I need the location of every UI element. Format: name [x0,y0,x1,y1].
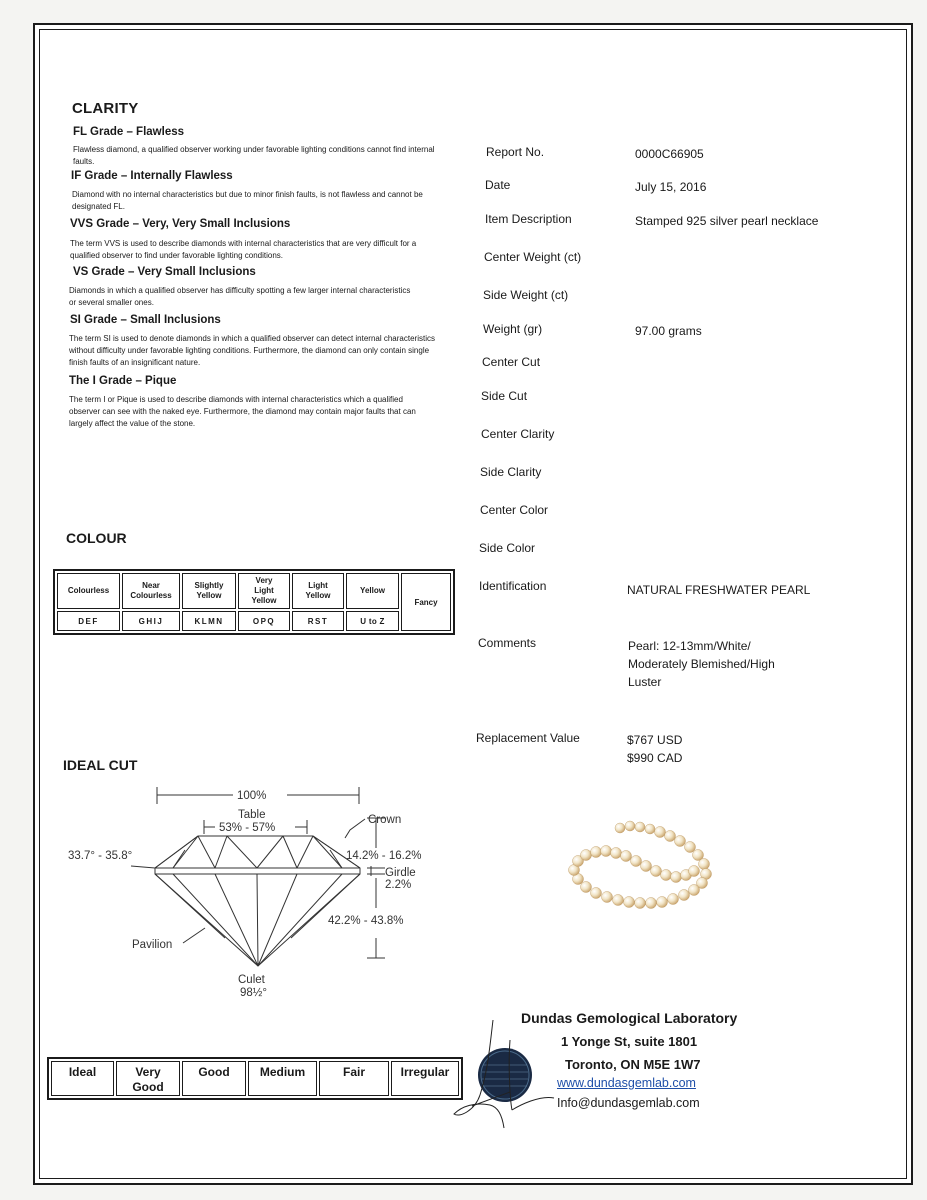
colour-grade-label: Slightly Yellow [182,573,236,609]
report-value-item-description: Stamped 925 silver pearl necklace [635,214,819,228]
cut-grade-table [47,1057,463,1100]
diagram-table-label: Table [238,809,266,821]
diagram-table-range: 53% - 57% [219,822,276,834]
clarity-heading: CLARITY [72,100,139,117]
lab-address-line1: 1 Yonge St, suite 1801 [561,1034,698,1049]
lab-seal-signature [450,1010,560,1135]
report-label-replacement-value: Replacement Value [476,731,580,745]
diagram-pavilion-label: Pavilion [132,939,173,951]
colour-grade-code: KLMN [182,611,236,631]
clarity-grade-title: FL Grade – Flawless [73,126,185,138]
colour-grade-code: RST [292,611,344,631]
report-label-side-cut: Side Cut [481,389,528,403]
diamond-cut-diagram [55,778,435,1003]
report-label-side-weight: Side Weight (ct) [483,288,569,302]
report-value-identification: NATURAL FRESHWATER PEARL [627,583,811,597]
ideal-cut-heading: IDEAL CUT [63,757,138,773]
diagram-girdle-label: Girdle [385,867,416,879]
clarity-grade-desc: The term I or Pique is used to describe diamonds with internal characteristics which a qualified observer can see with the naked eye. Furthermore, the diamond may contain major faults that can largely affect the value of the stone. [69,395,416,428]
diagram-100pct-label: 100% [237,790,267,802]
clarity-grade-desc: The term VVS is used to describe diamonds with internal characteristics that are very difficult for a qualified observer to find under favorable lighting conditions. [70,239,417,260]
cut-grade-cell: Irregular [391,1061,459,1096]
colour-grade-code: GHIJ [122,611,180,631]
lab-address-line2: Toronto, ON M5E 1W7 [565,1057,701,1072]
clarity-grade-desc: Flawless diamond, a qualified observer working under favorable lighting conditions cannot find internal faults. [73,145,435,166]
report-label-center-clarity: Center Clarity [481,427,555,441]
report-label-center-weight: Center Weight (ct) [484,250,582,264]
report-label-item-description: Item Description [485,212,572,226]
report-value-date: July 15, 2016 [635,180,707,194]
colour-grade-code: DEF [57,611,120,631]
clarity-grade-desc: Diamond with no internal characteristics but due to minor finish faults, is not flawless and cannot be designated FL. [72,190,423,211]
cut-grade-cell: Ideal [51,1061,114,1096]
report-label-report-no: Report No. [486,145,545,159]
clarity-grade-title: IF Grade – Internally Flawless [71,170,233,182]
colour-grade-label: Yellow [346,573,399,609]
report-label-side-clarity: Side Clarity [480,465,542,479]
report-label-date: Date [485,178,511,192]
diagram-culet-label: Culet [238,974,265,986]
colour-grade-label: Colourless [57,573,120,609]
clarity-grade-desc: Diamonds in which a qualified observer has difficulty spotting a few larger internal characteristics or several smaller ones. [69,286,411,307]
cut-grade-cell: Very Good [116,1061,180,1096]
diagram-girdle-pct: 2.2% [385,879,412,891]
diagram-crown-label: Crown [368,814,402,826]
report-value-replacement-value: $767 USD $990 CAD [627,733,683,765]
colour-grade-label: Light Yellow [292,573,344,609]
colour-grade-code: U to Z [346,611,399,631]
pearl-necklace-photo [548,815,738,915]
report-label-side-color: Side Color [479,541,536,555]
colour-scale-table [53,569,455,635]
report-label-weight: Weight (gr) [483,322,543,336]
colour-grade-label: Near Colourless [122,573,180,609]
clarity-grade-title: SI Grade – Small Inclusions [70,314,221,326]
diagram-crown-angle: 33.7° - 35.8° [68,850,133,862]
report-value-report-no: 0000C66905 [635,147,704,161]
diagram-crown-height: 14.2% - 16.2% [346,850,422,862]
clarity-grade-title: VVS Grade – Very, Very Small Inclusions [70,218,291,230]
report-label-comments: Comments [478,636,537,650]
lab-email: Info@dundasgemlab.com [557,1096,700,1110]
colour-grade-code: OPQ [238,611,290,631]
clarity-grade-desc: The term SI is used to denote diamonds in which a qualified observer can detect internal characteristics without difficulty under favorable lighting conditions. Furthermore, the diamond can only contain single finish faults of an insignificant nature. [69,334,435,367]
report-label-center-color: Center Color [480,503,549,517]
report-label-center-cut: Center Cut [482,355,541,369]
report-label-identification: Identification [479,579,547,593]
colour-fancy-cell: Fancy [401,573,451,631]
clarity-grade-title: The I Grade – Pique [69,375,177,387]
cut-grade-cell: Fair [319,1061,389,1096]
report-value-comments: Pearl: 12-13mm/White/ Moderately Blemished/High Luster [628,639,775,689]
clarity-grade-title: VS Grade – Very Small Inclusions [73,266,256,278]
colour-grade-label: Very Light Yellow [238,573,290,609]
diagram-pavilion-depth: 42.2% - 43.8% [328,915,404,927]
colour-heading: COLOUR [66,530,127,546]
diagram-culet-pct: 98½° [240,987,267,999]
lab-website-link[interactable]: www.dundasgemlab.com [557,1076,696,1090]
cut-grade-cell: Good [182,1061,246,1096]
cut-grade-cell: Medium [248,1061,317,1096]
report-value-weight: 97.00 grams [635,324,702,338]
lab-name: Dundas Gemological Laboratory [521,1010,738,1026]
